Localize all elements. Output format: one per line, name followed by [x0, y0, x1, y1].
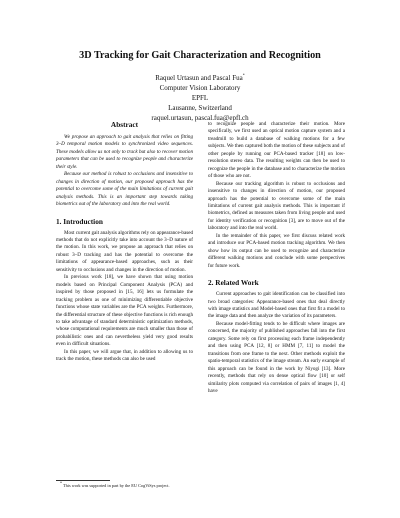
footnote-rule: [56, 480, 110, 481]
author-names-line: [0, 73, 400, 83]
related-work-heading: 2. Related Work: [208, 278, 259, 288]
author-names: Raquel Urtasun and Pascal Fua: [155, 74, 243, 82]
footnote: [60, 480, 200, 489]
footnote-marker: *: [242, 72, 245, 78]
author-city: Lausanne, Switzerland: [168, 104, 232, 112]
abstract-section: [56, 120, 193, 209]
introduction-paragraph: In this paper, we will argue that, in addition to allowing us to track the motion, these methods can also be used: [56, 348, 193, 363]
footnote-mark: *: [60, 480, 62, 486]
introduction-heading: 1. Introduction: [56, 216, 103, 226]
author-emails: raquel.urtasun, pascal.fua@epfl.ch: [151, 114, 249, 122]
body-paragraph: In the remainder of this paper, we first discuss related work and introduce our PCA-based motion tracking algorithm. We then show how its output can be used to recognize and characterize different walking motions and conclude with some perspectives for future work.: [208, 232, 345, 269]
footnote-text: This work was supported in part by the EU CogViSys project.: [63, 483, 170, 488]
abstract-paragraph: Because our method is robust to occlusions and insensitive to changes in direction of motion, our proposed approach has the potential to overcome some of the main limitations of current gait analysis methods. This is an important step towards taking biometrics out of the laboratory and into the real world.: [56, 171, 193, 208]
related-work-paragraph: Current approaches to gait identification can be classified into two broad categories: Appearance-based ones that deal directly with image statistics and Model-based ones that first fit a model to the image data and then analyze the variation of its parameters.: [208, 291, 345, 320]
author-block: [0, 73, 400, 123]
paper-title: 3D Tracking for Gait Characterization and Recognition: [79, 50, 321, 61]
right-column: [208, 121, 345, 395]
author-institution: EPFL: [191, 94, 209, 102]
left-column: [56, 120, 193, 364]
related-work-paragraph: Because model-fitting tends to be difficult where images are concerned, the majority of published approaches fall into the first category. Some rely on first processing each frame independently and then using PCA [12, 8] or HMM [7, 11] to model the transitions from one frame to the next. Other methods exploit the spatio-temporal statistics of the image stream. An early example of this approach can be found in the work by Niyogi [13]. More recently, methods that rely on dense optical flow [10] or self similarity plots computed via correlation of pairs of images [1, 4] have: [208, 320, 345, 394]
introduction-paragraph: In previous work [18], we have shown that using motion models based on Principal Component Analysis (PCA) and inspired by those proposed in [15, 16] lets us formulate the tracking problem as one of minimizing differentiable objective functions whose state variables are the PCA weights. Furthermore, the differential structure of these objective functions is rich enough to take advantage of standard deterministic optimization methods, whose computational requirements are much smaller than those of probabilistic ones and can nevertheless yield very good results even in difficult situations.: [56, 274, 193, 348]
body-paragraph: Because our tracking algorithm is robust to occlusions and insensitive to changes in direction of motion, our proposed approach has the potential to overcome some of the main limitations of current gait analysis methods. This is important if biometrics, defined as measures taken from living people and used for identity verification or recognition [3], are to move out of the laboratory and into the real world.: [208, 180, 345, 232]
introduction-section: [56, 217, 193, 364]
author-lab: Computer Vision Laboratory: [159, 84, 241, 92]
abstract-heading: Abstract: [110, 120, 139, 129]
abstract-paragraph: We propose an approach to gait analysis that relies on fitting 3–D temporal motion models to synchronized video sequences. These models allow us not only to track but also to recover motion parameters that can be used to recognize people and characterize their style.: [56, 134, 193, 170]
body-paragraph: to recognize people and characterize their motion. More specifically, we first used an optical motion capture system and a treadmill to build a database of walking motions for a few subjects. We then captured both the motion of these subjects and of other people by running our PCA-based tracker [18] on low-resolution stereo data. The resulting weights can then be used to recognize the people in the database and to characterize the motion of those who are not.: [208, 121, 345, 180]
introduction-paragraph: Most current gait analysis algorithms rely on appearance-based methods that do not explicitly take into account the 3–D nature of the motion. In this work, we propose an approach that relies on robust 3–D tracking and has the potential to overcome the limitations of appearance-based approaches, such as their sensitivity to occlusions and changes in the direction of motion.: [56, 229, 193, 273]
